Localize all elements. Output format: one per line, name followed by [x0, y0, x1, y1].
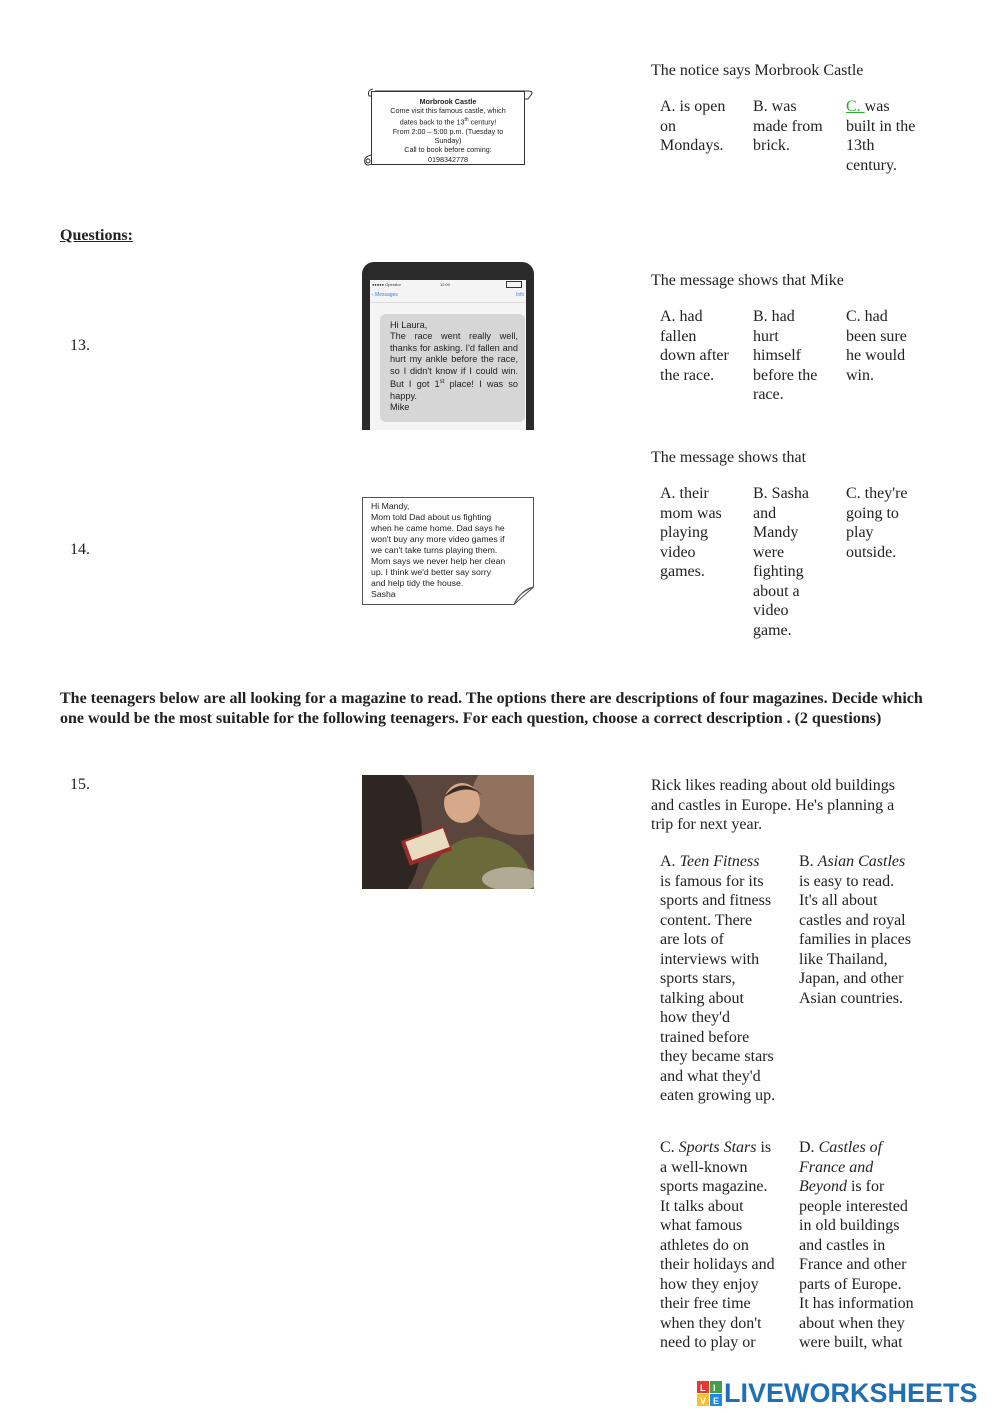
messages-back-link[interactable]: ‹ Messages [372, 292, 398, 298]
q13-option-a[interactable]: A. had fallen down after the race. [660, 308, 729, 384]
q15-option-c[interactable]: C. Sports Stars is a well-known sports magazine. It talks about what famous athletes do on their holidays and how they enjoy their free time when they don't need to play or [660, 1139, 775, 1351]
notice-phone: 0198342778 [428, 154, 468, 164]
status-bar: ●●●●● Operator 12:00 [370, 280, 526, 289]
question-number: 13. [70, 337, 90, 354]
notice-line: From 2:00 – 5:00 p.m. (Tuesday to [392, 126, 504, 136]
magazine-title: Castles of [818, 1139, 883, 1156]
q12-option-a[interactable]: A. is open on Mondays. [660, 98, 726, 154]
svg-text:L: L [700, 1382, 706, 1393]
q15-prompt: Rick likes reading about old buildings and castles in Europe. He's planning a trip for next year. [651, 777, 895, 833]
teen-reading-photo [362, 775, 534, 889]
svg-text:I: I [713, 1382, 716, 1393]
q13-option-b[interactable]: B. had hurt himself before the race. [753, 308, 818, 403]
svg-text:V: V [700, 1395, 707, 1406]
question-number: 15. [70, 776, 90, 793]
notice-line: dates back to the 13th century! [399, 116, 497, 127]
q15-option-a[interactable]: A. Teen Fitness is famous for its sports and fitness content. There are lots of interviews with sports stars, talking about how they'd trained before they became stars and what they'd eaten growing up. [660, 853, 776, 1104]
q12-prompt: The notice says Morbrook Castle [651, 62, 864, 79]
notice-text [373, 97, 523, 164]
selected-answer-marker: C. [846, 98, 865, 115]
note-image [362, 497, 534, 605]
q13-option-c[interactable]: C. had been sure he would win. [846, 308, 907, 384]
info-link[interactable]: Info [516, 292, 525, 298]
q13-prompt: The message shows that Mike [651, 272, 844, 289]
notice-line: Come visit this famous castle, which [390, 106, 506, 116]
notice-line: Sunday) [434, 136, 462, 146]
magazine-title: Sports Stars [678, 1139, 757, 1156]
svg-text:E: E [713, 1395, 720, 1406]
photo-illustration [362, 775, 534, 889]
morbrook-notice [363, 85, 533, 168]
messages-navbar [370, 290, 526, 303]
logo-icon [697, 1381, 723, 1407]
notice-title: Morbrook Castle [419, 97, 477, 106]
instructions: The teenagers below are all looking for a magazine to read. The options there are descriptions of four magazines. Decide which one would be the most suitable for the following teenagers. For each question, choose a correct description . (2 questions) [60, 690, 923, 727]
magazine-title: Asian Castles [817, 853, 906, 870]
q12-option-b[interactable]: B. was made from brick. [753, 98, 823, 154]
message-bubble [380, 314, 525, 422]
notice-line: Call to book before coming: [404, 145, 492, 155]
magazine-title: Teen Fitness [679, 853, 760, 870]
q12-option-c[interactable]: C. was built in the 13th century. [846, 98, 916, 174]
note-text: Hi Mandy, Mom told Dad about us fighting when he came home. Dad says he won't buy any more video games if we can't take turns playing them. Mom says we never help her clean up. I think we'd better say sorry and help tidy the house. Sasha [371, 501, 506, 599]
q15-option-b[interactable]: B. Asian Castles is easy to read. It's all about castles and royal families in places like Thailand, Japan, and other Asian countries. [799, 853, 911, 1007]
message-text: Hi Laura, The race went really well, thanks for asking. I'd fallen and hurt my ankle before the race, so I didn't know if I could win. But I got 1st place! I was so happy. Mike [390, 320, 518, 412]
logo-text: LIVEWORKSHEETS [724, 1378, 978, 1408]
questions-heading: Questions: [60, 227, 133, 244]
phone-screen [370, 280, 526, 430]
q14-prompt: The message shows that [651, 449, 807, 466]
battery-icon [506, 281, 522, 288]
phone-message-image [362, 262, 534, 430]
q14-option-b[interactable]: B. Sasha and Mandy were fighting about a video game. [753, 485, 809, 639]
q14-option-a[interactable]: A. their mom was playing video games. [660, 485, 722, 580]
liveworksheets-logo[interactable] [697, 1378, 978, 1409]
question-number: 14. [70, 541, 90, 558]
q14-option-c[interactable]: C. they're going to play outside. [846, 485, 908, 561]
q15-option-d[interactable]: D. Castles of France and Beyond is for people interested in old buildings and castles in France and other parts of Europe. It has information about when they were built, what [799, 1139, 914, 1351]
